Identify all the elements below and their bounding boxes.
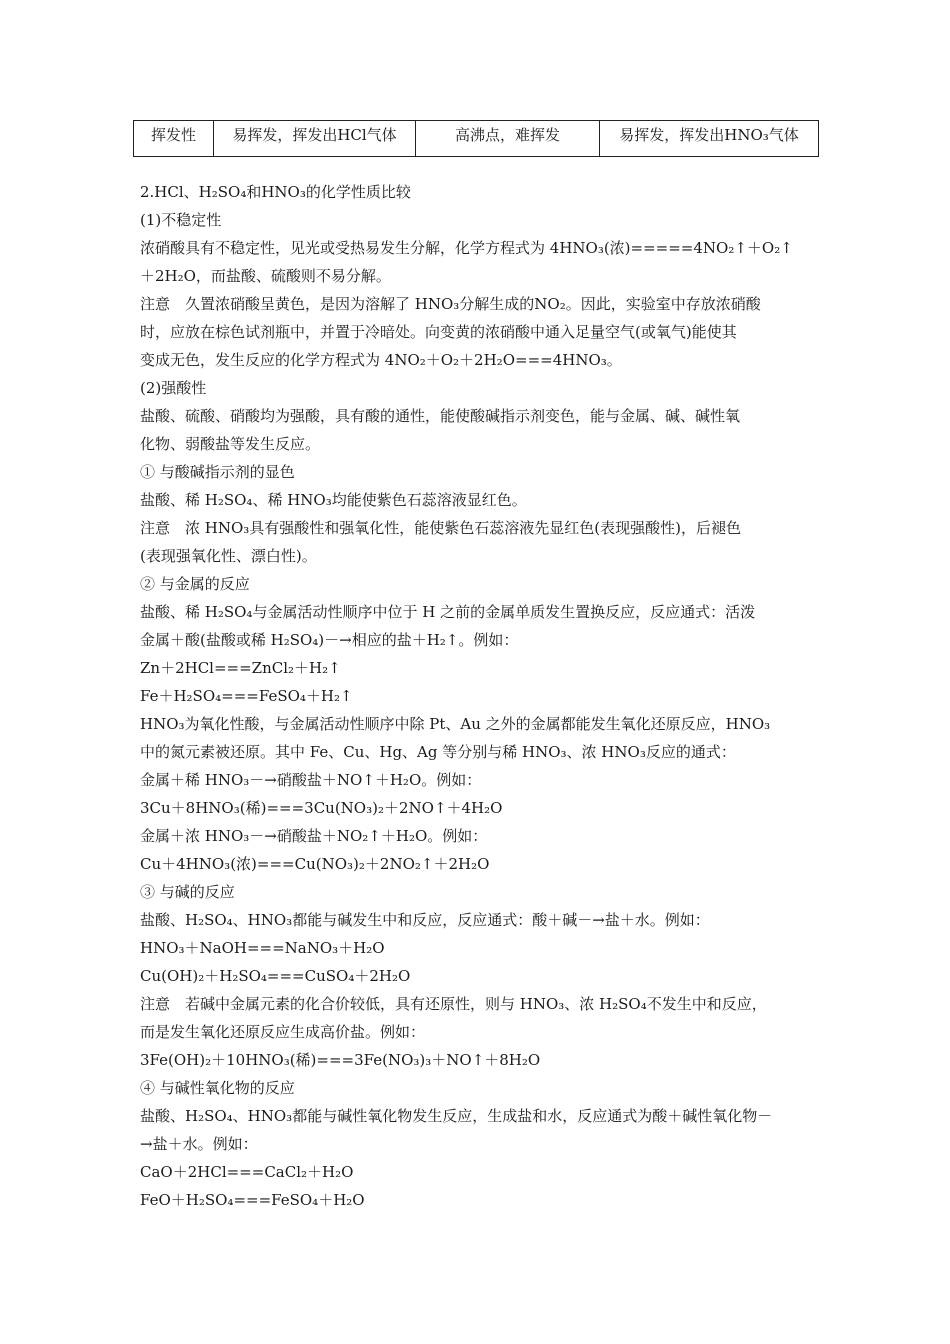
equation-line: CaO＋2HCl===CaCl₂＋H₂O: [140, 1163, 354, 1181]
text-line: 化物、弱酸盐等发生反应。: [140, 435, 321, 453]
subheading: ② 与金属的反应: [140, 575, 250, 593]
volatility-table: [133, 120, 819, 157]
text-line: 金属＋酸(盐酸或稀 H₂SO₄)－→相应的盐＋H₂↑。例如：: [140, 631, 519, 649]
table-cell-hcl: 易挥发，挥发出HCl气体: [214, 121, 416, 157]
equation-line: Fe＋H₂SO₄===FeSO₄＋H₂↑: [140, 687, 353, 705]
equation-line: Zn＋2HCl===ZnCl₂＋H₂↑: [140, 659, 341, 677]
text-line: (表现强氧化性、漂白性)。: [140, 547, 317, 565]
subheading: (1)不稳定性: [140, 211, 222, 229]
text-line: 中的氮元素被还原。其中 Fe、Cu、Hg、Ag 等分别与稀 HNO₃、浓 HNO₃反应的通式：: [140, 743, 736, 761]
note-line: 注意 若碱中金属元素的化合价较低，具有还原性，则与 HNO₃、浓 H₂SO₄不发生中和反应，: [140, 995, 767, 1013]
subheading: ④ 与碱性氧化物的反应: [140, 1079, 295, 1097]
table-cell-property: 挥发性: [134, 121, 214, 157]
text-line: 金属＋浓 HNO₃－→硝酸盐＋NO₂↑＋H₂O。例如：: [140, 827, 488, 845]
section-heading: 2.HCl、H₂SO₄和HNO₃的化学性质比较: [140, 183, 411, 201]
text-line: 盐酸、硫酸、硝酸均为强酸，具有酸的通性，能使酸碱指示剂变色，能与金属、碱、碱性氧: [140, 407, 741, 425]
note-line: 注意 久置浓硝酸呈黄色，是因为溶解了 HNO₃分解生成的NO₂。因此，实验室中存放浓硝酸: [140, 295, 761, 313]
text-line: 盐酸、稀 H₂SO₄与金属活动性顺序中位于 H 之前的金属单质发生置换反应，反应通式：活泼: [140, 603, 756, 621]
subheading: ① 与酸碱指示剂的显色: [140, 463, 295, 481]
text-line: 浓硝酸具有不稳定性，见光或受热易发生分解，化学方程式为 4HNO₃(浓)=====4NO₂↑＋O₂↑: [140, 239, 793, 257]
text-line: HNO₃为氧化性酸，与金属活动性顺序中除 Pt、Au 之外的金属都能发生氧化还原反应，HNO₃: [140, 715, 771, 733]
text-line: 变成无色，发生反应的化学方程式为 4NO₂＋O₂＋2H₂O===4HNO₃。: [140, 351, 622, 369]
subheading: ③ 与碱的反应: [140, 883, 235, 901]
text-line: 盐酸、H₂SO₄、HNO₃都能与碱发生中和反应，反应通式：酸＋碱－→盐＋水。例如：: [140, 911, 710, 929]
table-cell-hno3: 易挥发，挥发出HNO₃气体: [600, 121, 819, 157]
table-cell-h2so4: 高沸点，难挥发: [416, 121, 600, 157]
text-line: 而是发生氧化还原反应生成高价盐。例如：: [140, 1023, 426, 1041]
text-line: →盐＋水。例如：: [140, 1135, 258, 1153]
equation-line: FeO＋H₂SO₄===FeSO₄＋H₂O: [140, 1191, 365, 1209]
equation-line: 3Fe(OH)₂＋10HNO₃(稀)===3Fe(NO₃)₃＋NO↑＋8H₂O: [140, 1051, 541, 1069]
text-line: 盐酸、H₂SO₄、HNO₃都能与碱性氧化物发生反应，生成盐和水，反应通式为酸＋碱性氧化物－: [140, 1107, 773, 1125]
equation-line: Cu＋4HNO₃(浓)===Cu(NO₃)₂＋2NO₂↑＋2H₂O: [140, 855, 490, 873]
table-row: [134, 121, 819, 157]
equation-line: HNO₃＋NaOH===NaNO₃＋H₂O: [140, 939, 385, 957]
text-line: ＋2H₂O，而盐酸、硫酸则不易分解。: [140, 267, 391, 285]
body-text: [140, 178, 815, 1214]
subheading: (2)强酸性: [140, 379, 207, 397]
equation-line: Cu(OH)₂＋H₂SO₄===CuSO₄＋2H₂O: [140, 967, 411, 985]
text-line: 盐酸、稀 H₂SO₄、稀 HNO₃均能使紫色石蕊溶液显红色。: [140, 491, 527, 509]
text-line: 时，应放在棕色试剂瓶中，并置于冷暗处。向变黄的浓硝酸中通入足量空气(或氧气)能使其: [140, 323, 737, 341]
note-line: 注意 浓 HNO₃具有强酸性和强氧化性，能使紫色石蕊溶液先显红色(表现强酸性)，后褪色: [140, 519, 741, 537]
text-line: 金属＋稀 HNO₃－→硝酸盐＋NO↑＋H₂O。例如：: [140, 771, 482, 789]
equation-line: 3Cu＋8HNO₃(稀)===3Cu(NO₃)₂＋2NO↑＋4H₂O: [140, 799, 503, 817]
